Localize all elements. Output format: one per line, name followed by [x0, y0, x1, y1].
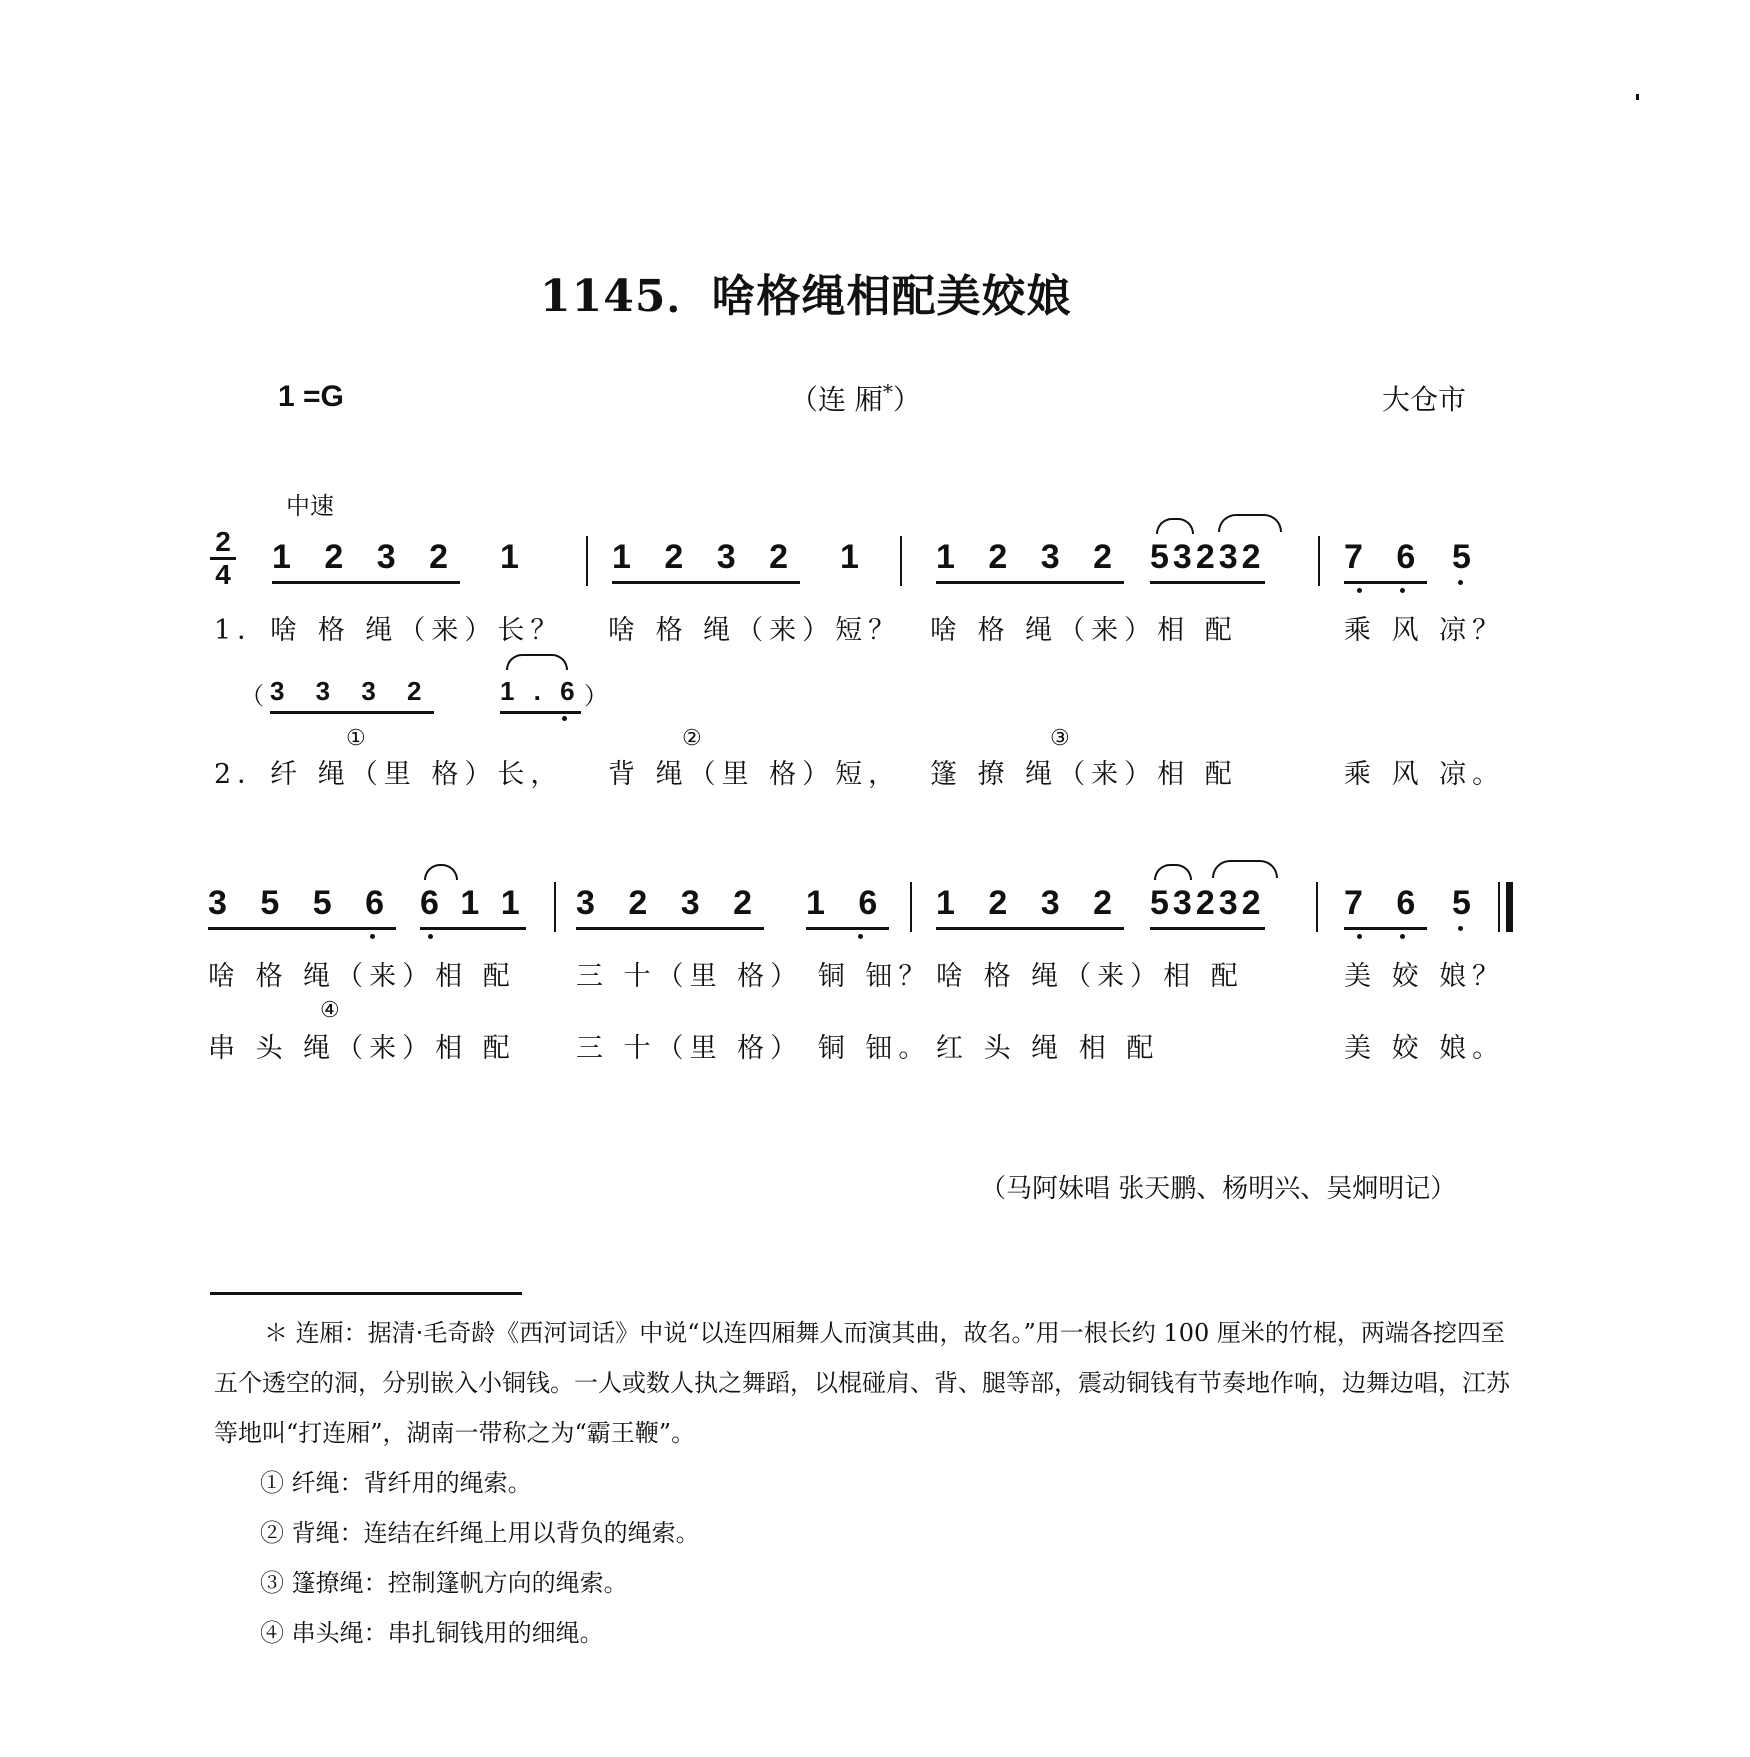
place-label: 大仓市 [1382, 383, 1467, 416]
low-octave-dot [1458, 580, 1463, 585]
low-octave-dot [1400, 588, 1405, 593]
line2-measure1-beat2: 6 1 1 [420, 884, 526, 930]
lyric-v1-l1-m1: 1．啥 格 绳（来）长？ [214, 615, 564, 646]
lyric-v2-l1-m1: 2．纤 绳（里 格）长， [214, 759, 564, 790]
lyric-v1-l1-m4: 乘 风 凉？ [1344, 615, 1506, 646]
lyric-v2-l2-m2: 三 十（里 格） 铜 钿。 [576, 1033, 932, 1064]
low-octave-dot [370, 934, 375, 939]
lyric-v2-l2-m3: 红 头 绳 相 配 [936, 1033, 1160, 1064]
key-signature: 1 =G [278, 380, 344, 413]
slur [424, 864, 458, 880]
low-octave-dot [858, 934, 863, 939]
interlude-beat2: 1 . 6 [500, 676, 581, 714]
footnote-marker-3: ③ [1050, 726, 1070, 751]
interlude-open: （ [240, 683, 276, 710]
footnote-marker-2: ② [682, 726, 702, 751]
tempo-marking: 中速 [286, 492, 334, 520]
lyric-v2-l1-m3: 篷 撩 绳（来）相 配 [930, 759, 1238, 790]
lyric-v1-l2-m4: 美 姣 娘？ [1344, 961, 1506, 992]
footnote-rule [210, 1292, 522, 1295]
performer-credit: （马阿妹唱 张天鹏、杨明兴、吴炯明记） [980, 1174, 1457, 1204]
line1-measure1-beat2: 1 [500, 538, 531, 576]
lyric-v1-l2-m3: 啥 格 绳（来）相 配 [936, 961, 1244, 992]
lyric-v1-l2-m2: 三 十（里 格） 铜 钿？ [576, 961, 932, 992]
footnote-marker-1: ① [346, 726, 366, 751]
line1-measure3-beat2: 53232 [1150, 538, 1265, 584]
line2-measure2-beat2: 1 6 [806, 884, 889, 930]
song-title: 1145．啥格绳相配美姣娘 [540, 271, 1072, 322]
line1-measure3-beat1: 1 2 3 2 [936, 538, 1124, 584]
low-octave-dot [428, 934, 433, 939]
barline [1316, 882, 1318, 932]
line1-measure4-beat2: 5 [1452, 538, 1483, 576]
low-octave-dot [1357, 588, 1362, 593]
slur [1218, 514, 1282, 532]
line1-measure2-beat1: 1 2 3 2 [612, 538, 800, 584]
line2-measure2-beat1: 3 2 3 2 [576, 884, 764, 930]
lyric-v2-l1-m4: 乘 风 凉。 [1344, 759, 1506, 790]
barline [586, 536, 588, 586]
barline [1318, 536, 1320, 586]
footnote-marker-4: ④ [320, 998, 340, 1023]
genre-label [790, 378, 921, 418]
time-signature-top: 2 [215, 526, 231, 557]
footnotes [214, 1308, 1514, 1658]
genre-close: ） [892, 383, 921, 416]
barline [900, 536, 902, 586]
slur [1156, 518, 1194, 534]
lyric-v2-l2-m4: 美 姣 娘。 [1344, 1033, 1506, 1064]
slur [1212, 860, 1278, 878]
low-octave-dot [1458, 926, 1463, 931]
line1-measure1-beat1: 1 2 3 2 [272, 538, 460, 584]
line2-measure3-beat1: 1 2 3 2 [936, 884, 1124, 930]
final-barline-thick [1506, 882, 1513, 932]
line2-measure3-beat2: 53232 [1150, 884, 1265, 930]
barline [554, 882, 556, 932]
footnote-4: ④ 串头绳：串扎铜钱用的细绳。 [260, 1619, 604, 1647]
genre-text: （连 厢 [790, 383, 883, 416]
footnote-star: ＊ 连厢：据清·毛奇龄《西河词话》中说“以连四厢舞人而演其曲，故名。”用一根长约 100 厘米的竹棍，两端各挖四至五个透空的洞，分别嵌入小铜钱。一人或数人执之舞蹈，以棍碰肩、背、腿等部，震动铜钱有节奏地作响，边舞边唱，江苏等地叫“打连厢”，湖南一带称之为“霸王鞭”。 [214, 1319, 1510, 1447]
lyric-v2-l2-m1: 串 头 绳（来）相 配 [208, 1033, 516, 1064]
line1-measure4-beat1: 7 6 [1344, 538, 1427, 584]
time-signature [210, 528, 236, 589]
final-barline-thin [1498, 882, 1500, 932]
interlude-close: ） [584, 683, 620, 710]
low-octave-dot [562, 716, 567, 721]
footnote-2: ② 背绳：连结在纤绳上用以背负的绳索。 [260, 1519, 700, 1547]
barline [910, 882, 912, 932]
line1-measure2-beat2: 1 [840, 538, 871, 576]
slur [1154, 864, 1192, 880]
low-octave-dot [1357, 934, 1362, 939]
line2-measure4-beat1: 7 6 [1344, 884, 1427, 930]
genre-footnote-mark: * [882, 379, 893, 404]
lyric-v1-l2-m1: 啥 格 绳（来）相 配 [208, 961, 516, 992]
lyric-v2-l1-m2: 背 绳（里 格）短， [608, 759, 902, 790]
low-octave-dot [1400, 934, 1405, 939]
interlude-beat1: 3 3 3 2 [270, 676, 434, 714]
time-signature-bottom: 4 [215, 559, 231, 590]
line2-measure4-beat2: 5 [1452, 884, 1483, 922]
footnote-3: ③ 篷撩绳：控制篷帆方向的绳索。 [260, 1569, 628, 1597]
lyric-v1-l1-m2: 啥 格 绳（来）短？ [608, 615, 902, 646]
line2-measure1-beat1: 3 5 5 6 [208, 884, 396, 930]
lyric-v1-l1-m3: 啥 格 绳（来）相 配 [930, 615, 1238, 646]
slur [506, 654, 568, 670]
footnote-1: ① 纤绳：背纤用的绳索。 [260, 1469, 532, 1497]
stray-mark [1636, 94, 1639, 100]
